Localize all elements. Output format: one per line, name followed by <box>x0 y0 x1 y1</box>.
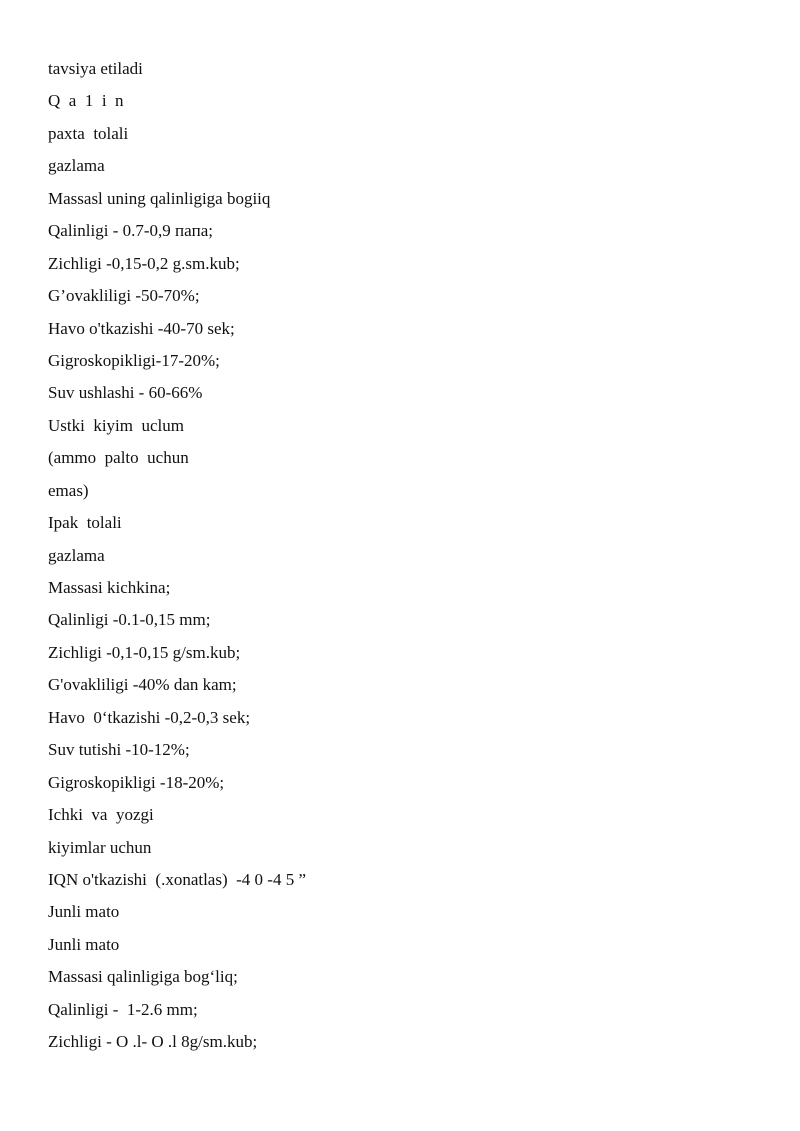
text-line: Ustki kiyim uclum <box>48 415 184 435</box>
text-line: gazlama <box>48 156 105 176</box>
text-line: Massasi qalinligiga bog‘liq; <box>48 967 238 987</box>
text-line: Qalinligi - 0.7-0,9 пaпa; <box>48 221 214 241</box>
text-line: gazlama <box>48 545 105 565</box>
text-line: Zichligi - O .l- O .l 8g/sm.kub; <box>48 1032 258 1052</box>
text-line: Suv tutishi -10-12%; <box>48 740 190 760</box>
text-line: Junli mato <box>48 902 120 922</box>
text-line: Havo 0‘tkazishi -0,2-0,3 sek; <box>48 707 251 727</box>
text-line: Junli mato <box>48 934 120 954</box>
text-line: G'ovakliligi -40% dan kam; <box>48 675 237 695</box>
text-line: Ichki va yozgi <box>48 805 154 825</box>
text-line: Ipak tolali <box>48 513 122 533</box>
text-line: Qalinligi - 1-2.6 mm; <box>48 999 198 1019</box>
text-line: Gigroskopikligi-17-20%; <box>48 350 220 370</box>
text-line: (ammo palto uchun <box>48 448 189 468</box>
text-line: tavsiya etiladi <box>48 59 143 78</box>
text-line: Massasi kichkina; <box>48 578 171 597</box>
text-line: IQN o'tkazishi (.xonatlas) -4 0 -4 5 ” <box>48 869 306 889</box>
text-line: Q a 1 i n <box>48 91 124 111</box>
text-line: paxta tolali <box>48 123 129 143</box>
text-line: Havo o'tkazishi -40-70 sek; <box>48 318 235 338</box>
text-line: Qalinligi -0.1-0,15 mm; <box>48 610 211 630</box>
text-line: Suv ushlashi - 60-66% <box>48 383 203 403</box>
text-line: Gigroskopikligi -18-20%; <box>48 772 225 792</box>
text-line: kiyimlar uchun <box>48 837 152 857</box>
text-line: Massasl uning qalinligiga bogiiq <box>48 188 271 208</box>
text-line: Zichligi -0,1-0,15 g/sm.kub; <box>48 642 241 662</box>
text-line: emas) <box>48 480 89 500</box>
text-line: Zichligi -0,15-0,2 g.sm.kub; <box>48 253 240 273</box>
text-line: G’ovakliligi -50-70%; <box>48 286 200 306</box>
document-body <box>48 58 306 1064</box>
